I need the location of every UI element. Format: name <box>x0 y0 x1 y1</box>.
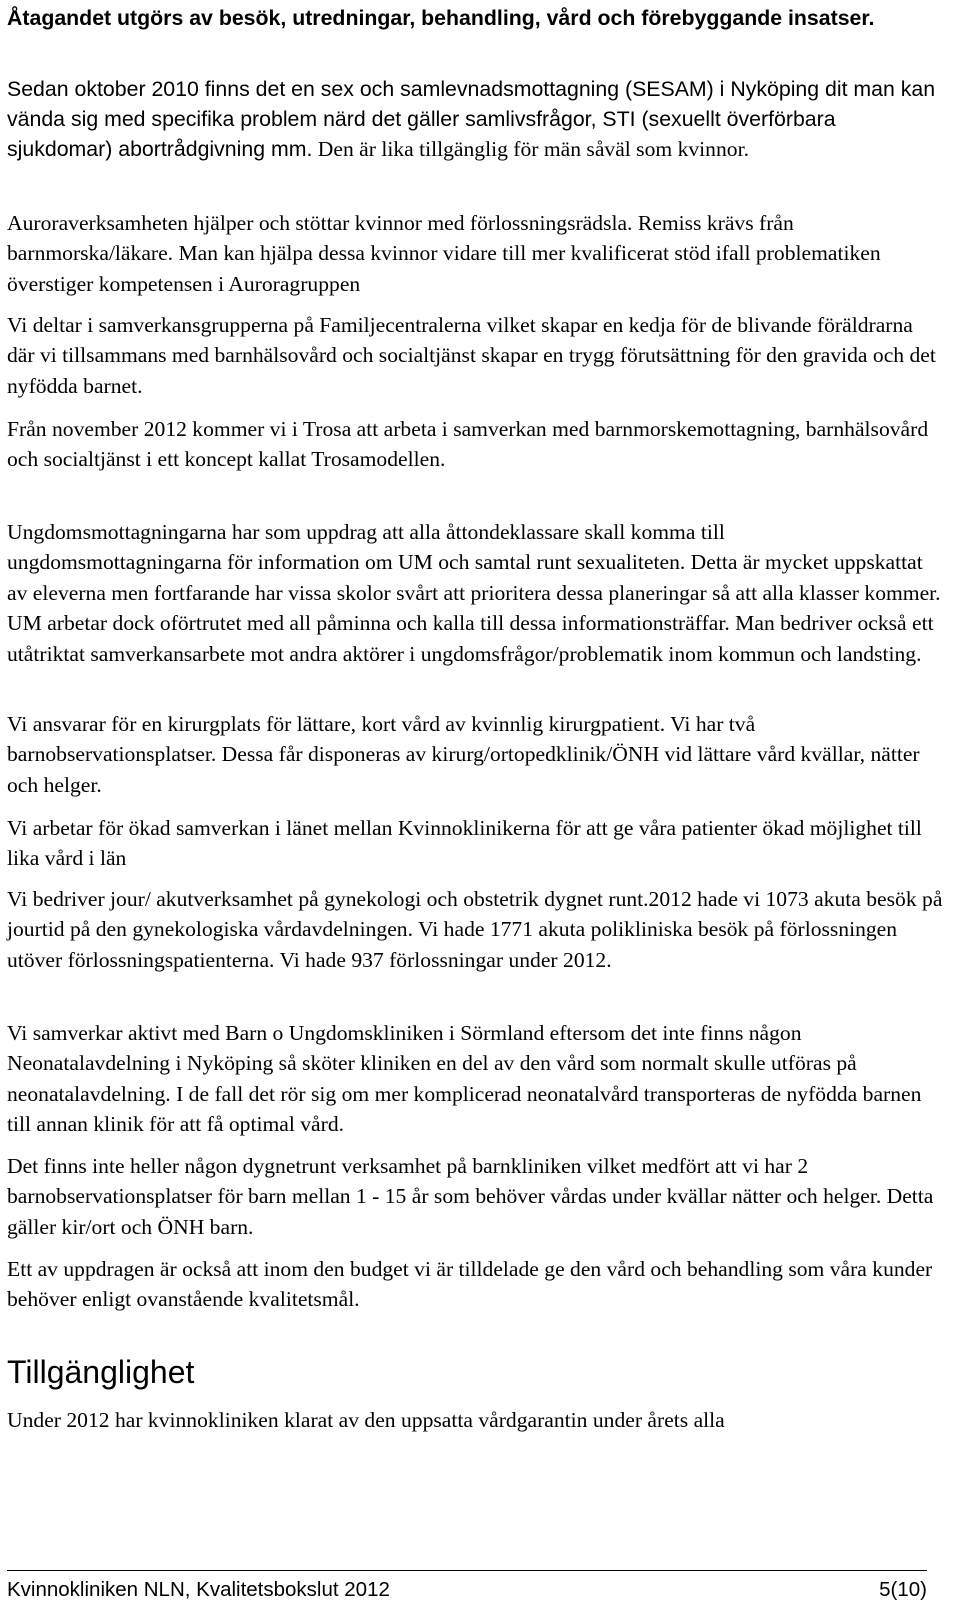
neonatal-paragraph: Vi samverkar aktivt med Barn o Ungdomskliniken i Sörmland eftersom det inte finns någon Neonatalavdelning i Nyköping så sköter kliniken en del av den vård som normalt skulle utföras på neonatalavdelning. I de fall det rör sig om mer komplicerad neonatalvård transporteras de nyfödda barnen till annan klinik för att få optimal vård. <box>7 1021 922 1137</box>
intro-paragraph: Åtagandet utgörs av besök, utredningar, behandling, vård och förebyggande insatser. <box>7 6 875 30</box>
barnklinik-paragraph: Det finns inte heller någon dygnetrunt verksamhet på barnkliniken vilket medfört att vi har 2 barnobservationsplatser för barn mellan 1 - 15 år som behöver vårdas under kvällar nätter och helger. Detta gäller kir/ort och ÖNH barn. <box>7 1154 934 1239</box>
section-paragraph: Under 2012 har kvinnokliniken klarat av den uppsatta vårdgarantin under årets alla <box>7 1408 725 1432</box>
sesam-paragraph <box>7 74 943 164</box>
samverkan-lan-paragraph: Vi arbetar för ökad samverkan i länet mellan Kvinnoklinikerna för att ge våra patienter ökad möjlighet till lika vård i län <box>7 816 922 871</box>
section-heading: Tillgänglighet <box>7 1354 195 1390</box>
footer-document-title: Kvinnokliniken NLN, Kvalitetsbokslut 2012 <box>7 1578 390 1601</box>
aurora-text-continued: Man kan hjälpa dessa kvinnor vidare till mer kvalificerat stöd ifall problematiken överstiger kompetensen i Auroragruppen <box>7 241 881 296</box>
aurora-paragraph <box>7 208 943 299</box>
footer-divider <box>7 1570 927 1571</box>
familjecentral-paragraph: Vi deltar i samverkansgrupperna på Familjecentralerna vilket skapar en kedja för de blivande föräldrarna där vi tillsammans med barnhälsovård och socialtjänst skapar en trygg förutsättning för den gravida och det nyfödda barnet. <box>7 313 936 398</box>
jour-paragraph: Vi bedriver jour/ akutverksamhet på gynekologi och obstetrik dygnet runt.2012 hade vi 1073 akuta besök på jourtid på den gynekologiska vårdavdelningen. Vi hade 1771 akuta polikliniska besök på förlossningen utöver förlossningspatienterna. Vi hade 937 förlossningar under 2012. <box>7 887 943 972</box>
budget-paragraph: Ett av uppdragen är också att inom den budget vi är tilldelade ge den vård och behandling som våra kunder behöver enligt ovanstående kvalitetsmål. <box>7 1257 933 1312</box>
footer-page-number: 5(10) <box>879 1578 927 1601</box>
sesam-text-continued: Den är lika tillgänglig för män såväl som kvinnor. <box>312 137 749 161</box>
kirurg-paragraph: Vi ansvarar för en kirurgplats för lättare, kort vård av kvinnlig kirurgpatient. Vi har två barnobservationsplatser. Dessa får disponeras av kirurg/ortopedklinik/ÖNH vid lättare vård kvällar, nätter och helger. <box>7 712 920 797</box>
sesam-text: Sedan oktober 2010 finns det en sex och samlevnadsmottagning (SESAM) i Nyköping dit man kan vända sig med specifika problem närd det gäller samlivsfrågor, STI (sexuellt överförbara sjukdomar) abortrådgivning mm. <box>7 77 936 161</box>
trosa-paragraph: Från november 2012 kommer vi i Trosa att arbeta i samverkan med barnmorskemottagning, barnhälsovård och socialtjänst i ett koncept kallat Trosamodellen. <box>7 417 929 472</box>
aurora-text: Auroraverksamheten hjälper och stöttar kvinnor med förlossningsrädsla. Remiss krävs från barnmorska/läkare. <box>7 211 794 266</box>
ungdom-paragraph: Ungdomsmottagningarna har som uppdrag att alla åttondeklassare skall komma till ungdomsmottagningarna för information om UM och samtal runt sexualiteten. Detta är mycket uppskattat av eleverna men fortfarande har vissa skolor svårt att prioritera dessa planeringar så att alla klasser kommer. UM arbetar dock oförtrutet med all påminna och kalla till dessa informationsträffar. Man bedriver också ett utåtriktat samverkansarbete mot andra aktörer i ungdomsfrågor/problematik inom kommun och landsting. <box>7 520 941 666</box>
